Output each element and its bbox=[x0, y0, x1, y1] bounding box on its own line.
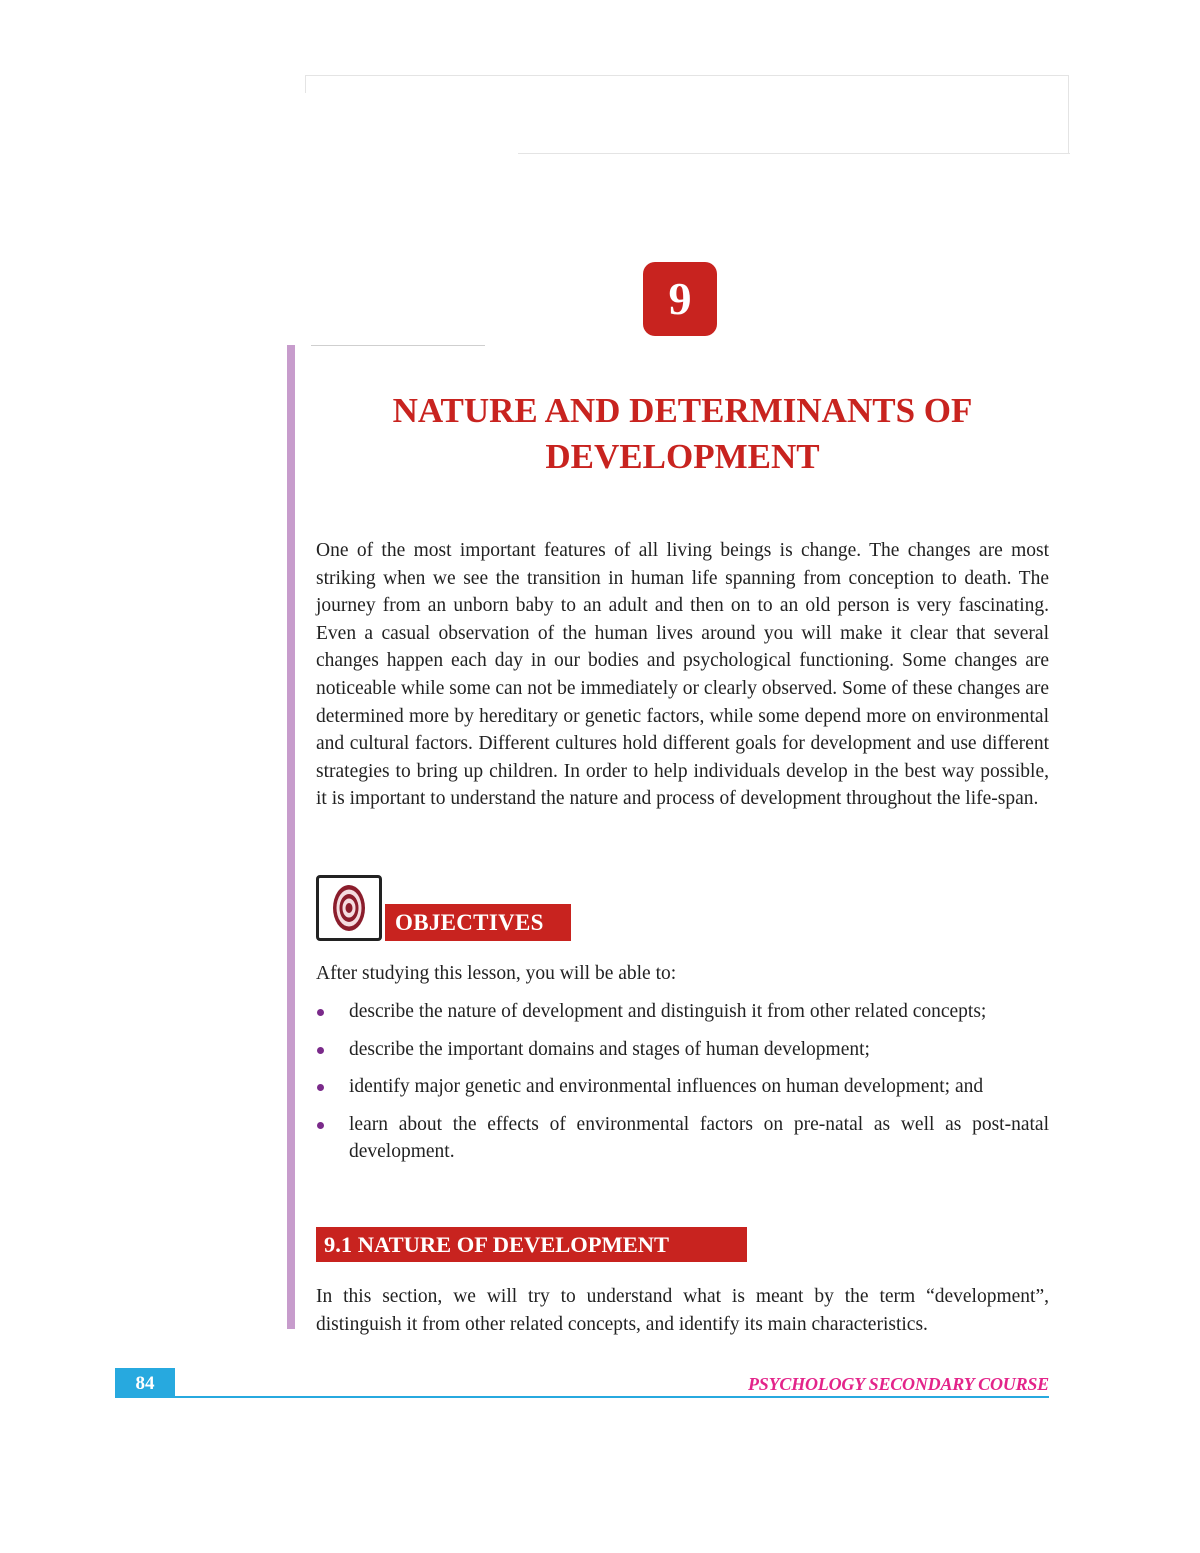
header-frame bbox=[305, 75, 1069, 154]
bullet-icon bbox=[317, 1009, 324, 1016]
objectives-list bbox=[316, 998, 1049, 1176]
chapter-title: NATURE AND DETERMINANTS OF DEVELOPMENT bbox=[392, 391, 973, 476]
objective-text: describe the nature of development and distinguish it from other related concepts; bbox=[349, 1001, 987, 1022]
bullet-icon bbox=[317, 1084, 324, 1091]
section-heading: 9.1 NATURE OF DEVELOPMENT bbox=[316, 1227, 747, 1262]
objective-item bbox=[316, 998, 1049, 1026]
course-name: PSYCHOLOGY SECONDARY COURSE bbox=[748, 1374, 1049, 1394]
objective-text: learn about the effects of environmental factors on pre-natal as well as post-natal development. bbox=[349, 1113, 1049, 1163]
page-number: 84 bbox=[115, 1368, 175, 1398]
bullet-icon bbox=[317, 1122, 324, 1129]
objectives-heading: OBJECTIVES bbox=[385, 904, 571, 941]
target-icon-graphic bbox=[332, 884, 366, 932]
objective-item bbox=[316, 1111, 1049, 1166]
objective-item bbox=[316, 1036, 1049, 1064]
target-icon bbox=[316, 875, 382, 941]
objectives-intro: After studying this lesson, you will be able to: bbox=[316, 963, 677, 984]
footer-rule bbox=[115, 1396, 1049, 1398]
header-frame-left-edge bbox=[305, 75, 306, 93]
section-paragraph: In this section, we will try to understand what is meant by the term “development”, distinguish it from other related concepts, and identify its main characteristics. bbox=[316, 1286, 1049, 1335]
objective-item bbox=[316, 1073, 1049, 1101]
margin-bar bbox=[287, 345, 295, 1329]
objective-text: identify major genetic and environmental influences on human development; and bbox=[349, 1076, 984, 1098]
bullet-icon bbox=[317, 1047, 324, 1054]
objective-text: describe the important domains and stages of human development; bbox=[349, 1038, 870, 1060]
title-rule bbox=[311, 345, 485, 346]
header-frame-bottom-edge bbox=[518, 153, 1070, 154]
chapter-number-badge: 9 bbox=[643, 262, 717, 336]
intro-paragraph: One of the most important features of all living beings is change. The changes are most striking when we see the transition in human life spanning from conception to death. The journey from an unborn baby to an adult and then on to an old person is very fascinating. Even a casual observation of the human lives around you will make it clear that several changes happen each day in our bodies and psychological functioning. Some changes are noticeable while some can not be immediately or clearly observed. Some of these changes are determined more by hereditary or genetic factors, while some depend more on environmental and cultural factors. Different cultures hold different goals for development and use different strategies to bring up children. In order to help individuals develop in the best way possible, it is important to understand the nature and process of development throughout the life-span. bbox=[316, 540, 1049, 810]
